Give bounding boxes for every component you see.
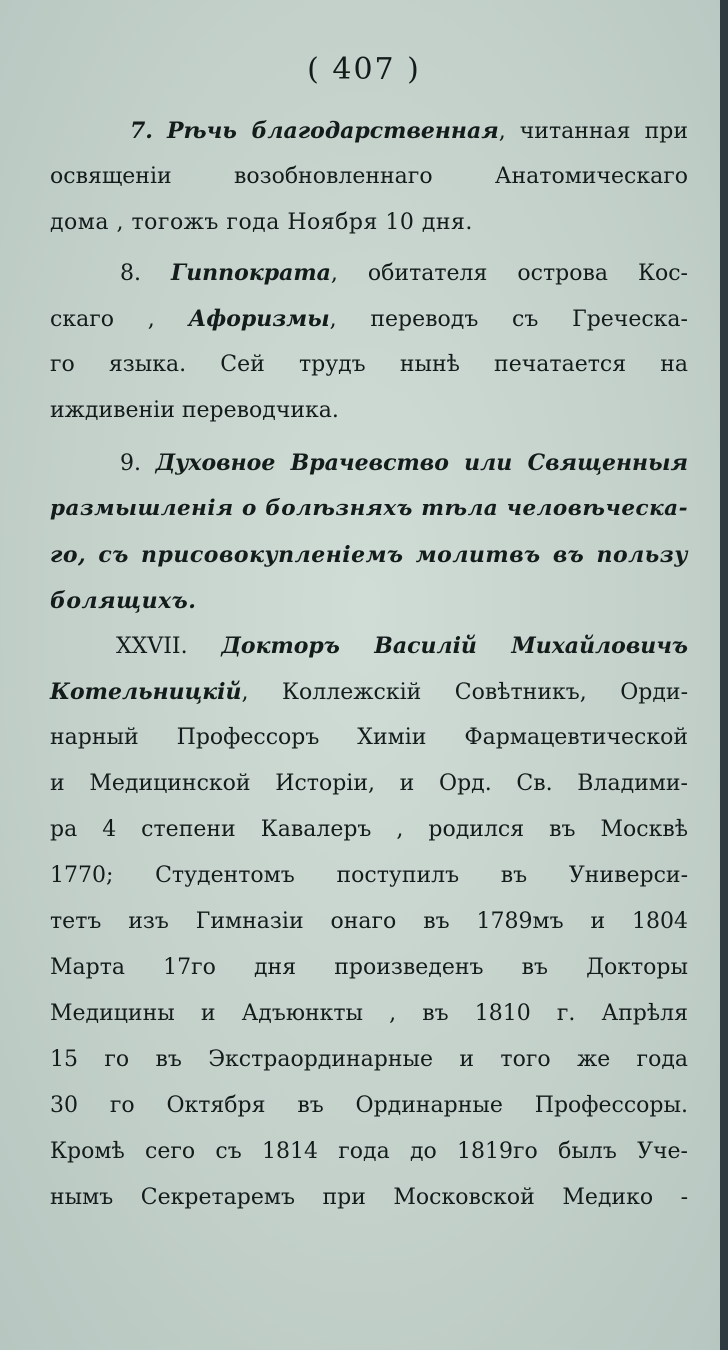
entry-8-author: Гиппократа: [171, 260, 331, 286]
entry-27-surname: Котельницкiй: [50, 679, 242, 705]
entry-27-name: Докторъ Василiй Михайловичъ: [221, 633, 689, 659]
entry-9-line-2: размышленiя о болѣзняхъ тѣла человѣческа-: [50, 496, 688, 521]
entry-8-line-3: го языка. Сей трудъ нынѣ печатается на: [50, 352, 688, 377]
entry-7-line-1: [50, 108, 688, 154]
entry-7-line-2: освященiи возобновленнаго Анатомическаго: [50, 164, 688, 189]
entry-9-line-3: го, съ присовокупленiемъ молитвъ въ пользу: [50, 542, 688, 568]
entry-8: [50, 250, 688, 434]
entry-8-line-2-a: скаго ,: [50, 307, 155, 332]
entry-9-line-4: болящихъ.: [50, 588, 197, 614]
entry-27-number: XXVII.: [116, 634, 188, 659]
entry-27-line-2-rest: , Коллежскiй Совѣтникъ, Орди-: [241, 680, 688, 705]
entry-27-line-6: 1770; Студентомъ поступилъ въ Универси-: [50, 863, 688, 888]
entry-27: [50, 623, 688, 1221]
entry-27-line-4: и Медицинской Исторiи, и Орд. Св. Владими-: [50, 771, 688, 796]
entry-8-line-4: иждивенiи переводчика.: [50, 398, 339, 423]
entry-27-line-7: тетъ изъ Гимназiи онаго въ 1789мъ и 1804: [50, 909, 688, 934]
entry-27-line-3: нарный Профессоръ Химiи Фармацевтической: [50, 725, 688, 750]
entry-9-title: Духовное Врачевство или Священныя: [155, 450, 688, 476]
entry-27-line-11: 30 го Октября въ Ординарные Профессоры.: [50, 1093, 688, 1118]
entry-9-line-1: [50, 440, 688, 486]
page-edge: [720, 0, 728, 1350]
entry-27-line-1: [50, 623, 688, 669]
entry-7: [50, 108, 688, 246]
entry-27-line-9: Медицины и Адъюнкты , въ 1810 г. Апрѣля: [50, 1001, 688, 1026]
entry-8-line-1: [50, 250, 688, 296]
entry-8-number: 8.: [120, 261, 141, 286]
entry-27-line-12: Кромѣ сего съ 1814 года до 1819го былъ Уче-: [50, 1139, 688, 1164]
entry-7-number: 7.: [130, 118, 153, 144]
entry-8-work-title: Афоризмы: [188, 306, 330, 332]
entry-27-line-2: [50, 669, 688, 715]
entry-27-line-13: нымъ Секретаремъ при Московской Медико -: [50, 1185, 688, 1210]
entry-8-line-2-c: , переводъ съ Греческа-: [329, 307, 688, 332]
entry-7-title: Рѣчь благодарственная: [166, 118, 499, 144]
page-number: ( 407 ): [307, 52, 421, 87]
entry-27-line-10: 15 го въ Экстраординарные и того же года: [50, 1047, 688, 1072]
entry-7-line-3: дома , тогожъ года Ноября 10 дня.: [50, 210, 473, 235]
entry-8-line-1-rest: , обитателя острова Кос-: [330, 261, 688, 286]
entry-7-line-1-rest: , читанная при: [498, 119, 688, 144]
entry-9: [50, 440, 688, 624]
entry-27-line-8: Марта 17го дня произведенъ въ Докторы: [50, 955, 688, 980]
entry-8-line-2: [50, 296, 688, 342]
entry-27-line-5: ра 4 степени Кавалеръ , родился въ Москвѣ: [50, 817, 688, 842]
entry-9-number: 9.: [120, 451, 141, 476]
